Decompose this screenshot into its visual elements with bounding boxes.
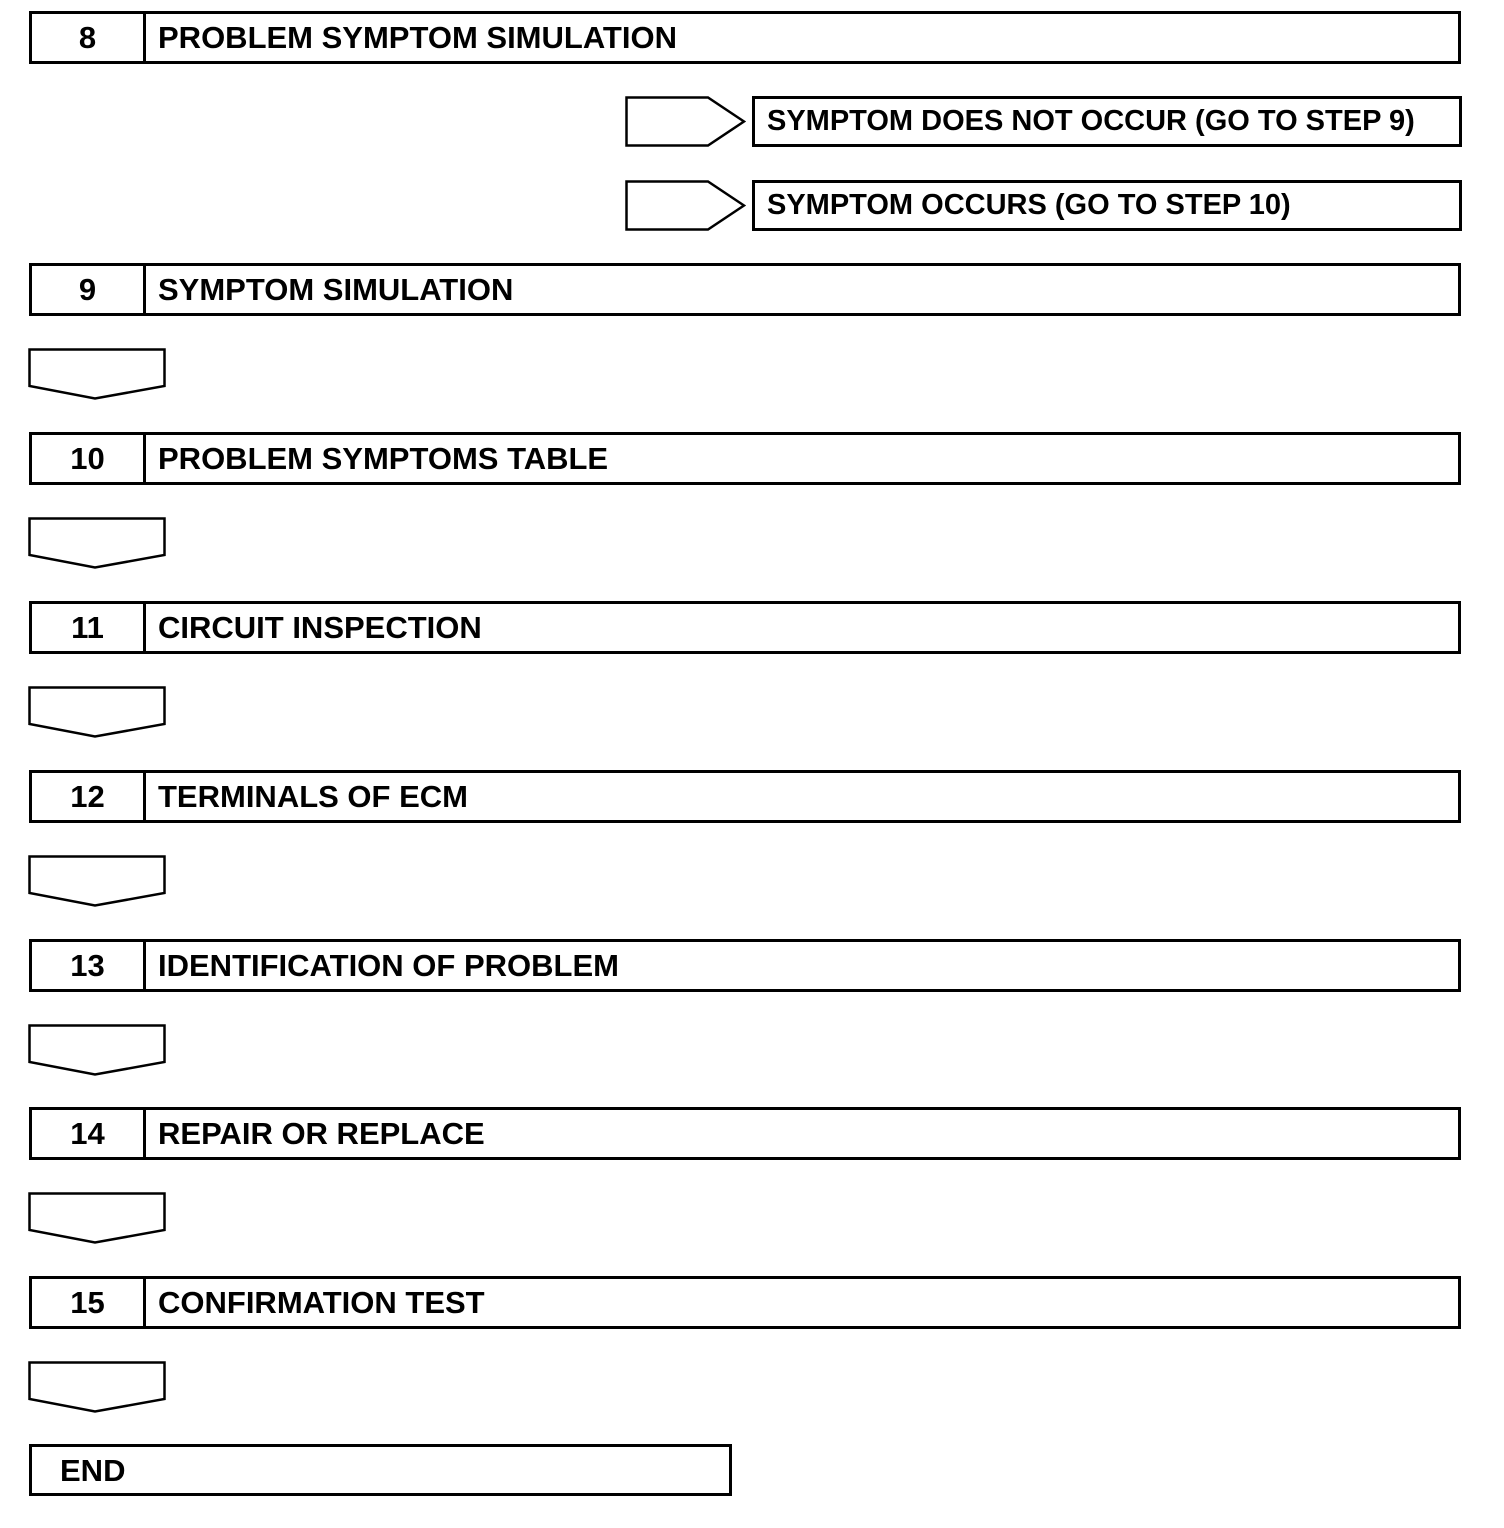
step-title: TERMINALS OF ECM <box>158 779 468 814</box>
step-8-box <box>29 11 1461 64</box>
step-title: PROBLEM SYMPTOMS TABLE <box>158 441 609 476</box>
down-arrow-icon <box>28 1192 166 1244</box>
step-12-box <box>29 770 1461 823</box>
down-arrow-icon <box>28 348 166 400</box>
step-15-box <box>29 1276 1461 1329</box>
down-arrow-icon <box>28 1024 166 1076</box>
right-arrow-icon <box>625 180 746 231</box>
step-title: CONFIRMATION TEST <box>158 1285 485 1320</box>
down-arrow-icon <box>28 1361 166 1413</box>
down-arrow-icon <box>28 686 166 738</box>
branch-occurs: SYMPTOM OCCURS (GO TO STEP 10) <box>752 180 1462 231</box>
step-10-box <box>29 432 1461 485</box>
step-number: 14 <box>32 1110 146 1157</box>
branch-not-occur: SYMPTOM DOES NOT OCCUR (GO TO STEP 9) <box>752 96 1462 147</box>
step-number: 9 <box>32 266 146 313</box>
step-number: 12 <box>32 773 146 820</box>
down-arrow-icon <box>28 517 166 569</box>
step-number: 15 <box>32 1279 146 1326</box>
step-11-box <box>29 601 1461 654</box>
right-arrow-icon <box>625 96 746 147</box>
step-title: PROBLEM SYMPTOM SIMULATION <box>158 20 677 55</box>
step-number: 11 <box>32 604 146 651</box>
step-13-box <box>29 939 1461 992</box>
step-title: IDENTIFICATION OF PROBLEM <box>158 948 619 983</box>
step-14-box <box>29 1107 1461 1160</box>
step-number: 13 <box>32 942 146 989</box>
step-number: 10 <box>32 435 146 482</box>
step-title: SYMPTOM SIMULATION <box>158 272 514 307</box>
end-box: END <box>29 1444 732 1496</box>
step-9-box <box>29 263 1461 316</box>
step-title: CIRCUIT INSPECTION <box>158 610 482 645</box>
down-arrow-icon <box>28 855 166 907</box>
step-number: 8 <box>32 14 146 61</box>
step-title: REPAIR OR REPLACE <box>158 1116 485 1151</box>
